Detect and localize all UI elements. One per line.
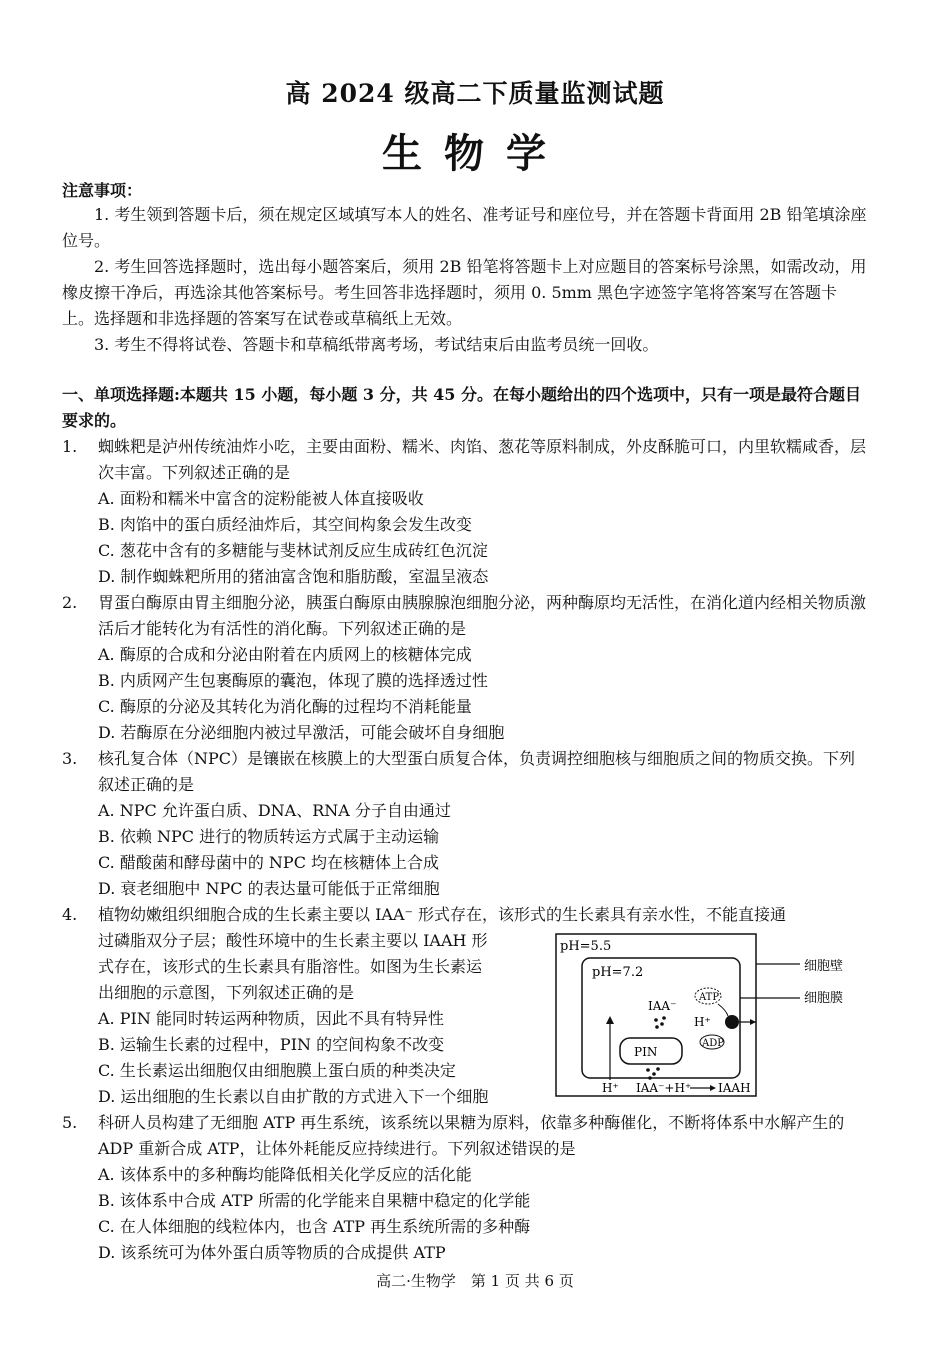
section-heading: 一、单项选择题:本题共 15 小题，每小题 3 分，共 45 分。在每小题给出的四个选项中，只有一项是最符合题目要求的。: [62, 385, 861, 430]
question-stem: 蜘蛛粑是泸州传统油炸小吃，主要由面粉、糯米、肉馅、葱花等原料制成，外皮酥脆可口，内里软糯咸香，层次丰富。下列叙述正确的是: [98, 437, 867, 482]
question-stem: 核孔复合体（NPC）是镶嵌在核膜上的大型蛋白质复合体，负责调控细胞核与细胞质之间的物质交换。下列叙述正确的是: [98, 749, 856, 794]
question-number: 1.: [62, 437, 78, 456]
iaa-dot: [662, 1016, 666, 1020]
option-a: A. 该体系中的多种酶均能降低相关化学反应的活化能: [98, 1165, 472, 1184]
question-stem-line-3: 式存在，该形式的生长素具有脂溶性。如图为生长素运: [98, 957, 483, 976]
question-number: 3.: [62, 749, 78, 768]
notice-item-2: 2. 考生回答选择题时，选出每小题答案后，须用 2B 铅笔将答题卡上对应题目的答案标号涂黑，如需改动，用橡皮擦干净后，再选涂其他答案标号。考生回答非选择题时，须用 0. 5mm 黑色字迹签字笔将答案写在答题卡上。选择题和非选择题的答案写在试卷或草稿纸上无效。: [62, 257, 867, 328]
notice-item-1: 1. 考生领到答题卡后，须在规定区域填写本人的姓名、准考证号和座位号，并在答题卡背面用 2B 铅笔填涂座位号。: [62, 205, 867, 250]
question-number: 4.: [62, 905, 78, 924]
arrow-head-icon: [750, 1019, 756, 1025]
question-stem-line-4: 出细胞的示意图，下列叙述正确的是: [98, 983, 355, 1002]
arrow-head-icon: [606, 1016, 614, 1024]
question-5: [62, 1110, 868, 1262]
option-a: A. NPC 允许蛋白质、DNA、RNA 分子自由通过: [98, 801, 451, 820]
option-b: B. 肉馅中的蛋白质经油炸后，其空间构象会发生改变: [98, 515, 472, 534]
iaa-dot: [646, 1068, 650, 1072]
question-number: 5.: [62, 1113, 78, 1132]
cell-membrane-label: 细胞膜: [804, 991, 844, 1006]
option-a: A. 面粉和糯米中富含的淀粉能被人体直接吸收: [98, 489, 424, 508]
subject-title: 生物学: [382, 130, 568, 177]
iaa-dot: [660, 1022, 664, 1026]
option-d: D. 衰老细胞中 NPC 的表达量可能低于正常细胞: [98, 879, 440, 898]
option-a: A. 酶原的合成和分泌由附着在内质网上的核糖体完成: [98, 645, 472, 664]
option-d: D. 若酶原在分泌细胞内被过早激活，可能会破坏自身细胞: [98, 723, 505, 742]
atp-label: ATP: [699, 992, 720, 1003]
option-a: A. PIN 能同时转运两种物质，因此不具有特异性: [98, 1009, 444, 1028]
ph-outer-label: pH=5.5: [560, 939, 612, 954]
option-c: C. 葱花中含有的多糖能与斐林试剂反应生成砖红色沉淀: [98, 541, 488, 560]
iaa-dot: [652, 1072, 656, 1076]
iaa-dot: [654, 1018, 658, 1022]
option-b: B. 该体系中合成 ATP 所需的化学能来自果糖中稳定的化学能: [98, 1191, 531, 1210]
h-plus-outer-label: H⁺: [602, 1081, 619, 1095]
question-stem-line-2: 过磷脂双分子层；酸性环境中的生长素主要以 IAAH 形: [98, 931, 488, 950]
adp-label: ADP: [702, 1038, 724, 1049]
auxin-efflux-diagram: [552, 930, 872, 1100]
ph-inner-label: pH=7.2: [592, 965, 644, 980]
question-3: [62, 746, 868, 898]
option-b: B. 运输生长素的过程中，PIN 的空间构象不改变: [98, 1035, 445, 1054]
notice-heading: 注意事项：: [62, 181, 143, 200]
option-b: B. 依赖 NPC 进行的物质转运方式属于主动运输: [98, 827, 440, 846]
option-d: D. 制作蜘蛛粑所用的猪油富含饱和脂肪酸，室温呈液态: [98, 567, 489, 586]
option-c: C. 生长素运出细胞仅由细胞膜上蛋白质的种类决定: [98, 1061, 456, 1080]
option-c: C. 在人体细胞的线粒体内，也含 ATP 再生系统所需的多种酶: [98, 1217, 531, 1236]
iaa-dot: [656, 1067, 660, 1071]
reaction-label: IAA⁻+H⁺: [636, 1081, 692, 1095]
option-b: B. 内质网产生包裹酶原的囊泡，体现了膜的选择透过性: [98, 671, 488, 690]
question-stem: 科研人员构建了无细胞 ATP 再生系统，该系统以果糖为原料，依靠多种酶催化，不断将体系中水解产生的 ADP 重新合成 ATP，让体外耗能反应持续进行。下列叙述错误的是: [98, 1113, 845, 1158]
option-d: D. 该系统可为体外蛋白质等物质的合成提供 ATP: [98, 1243, 446, 1262]
arrow-head-icon: [710, 1085, 716, 1091]
iaah-label: IAAH: [718, 1081, 751, 1095]
exam-title: 高 2024 级高二下质量监测试题: [285, 79, 665, 108]
question-number: 2.: [62, 593, 78, 612]
option-d: D. 运出细胞的生长素以自由扩散的方式进入下一个细胞: [98, 1087, 489, 1106]
pin-label: PIN: [634, 1045, 658, 1059]
notice-item-3: 3. 考生不得将试卷、答题卡和草稿纸带离考场，考试结束后由监考员统一回收。: [94, 335, 659, 354]
iaa-minus-label: IAA⁻: [648, 999, 677, 1013]
proton-pump-icon: [725, 1015, 739, 1029]
option-c: C. 醋酸菌和酵母菌中的 NPC 均在核糖体上合成: [98, 853, 440, 872]
h-plus-inner-label: H⁺: [694, 1015, 711, 1029]
question-2: [62, 590, 868, 742]
question-stem-line-1: 植物幼嫩组织细胞合成的生长素主要以 IAA⁻ 形式存在，该形式的生长素具有亲水性，不能直接通: [98, 905, 787, 924]
iaa-dot: [648, 1076, 652, 1080]
question-stem: 胃蛋白酶原由胃主细胞分泌，胰蛋白酶原由胰腺腺泡细胞分泌，两种酶原均无活性，在消化道内经相关物质激活后才能转化为有活性的消化酶。下列叙述正确的是: [98, 593, 867, 638]
question-1: [62, 434, 868, 586]
page-footer: 高二·生物学 第 1 页 共 6 页: [376, 1272, 574, 1290]
option-c: C. 酶原的分泌及其转化为消化酶的过程均不消耗能量: [98, 697, 472, 716]
atp-arrow: [718, 1004, 728, 1016]
iaa-dot: [655, 1025, 659, 1029]
cell-wall-label: 细胞壁: [804, 959, 844, 974]
